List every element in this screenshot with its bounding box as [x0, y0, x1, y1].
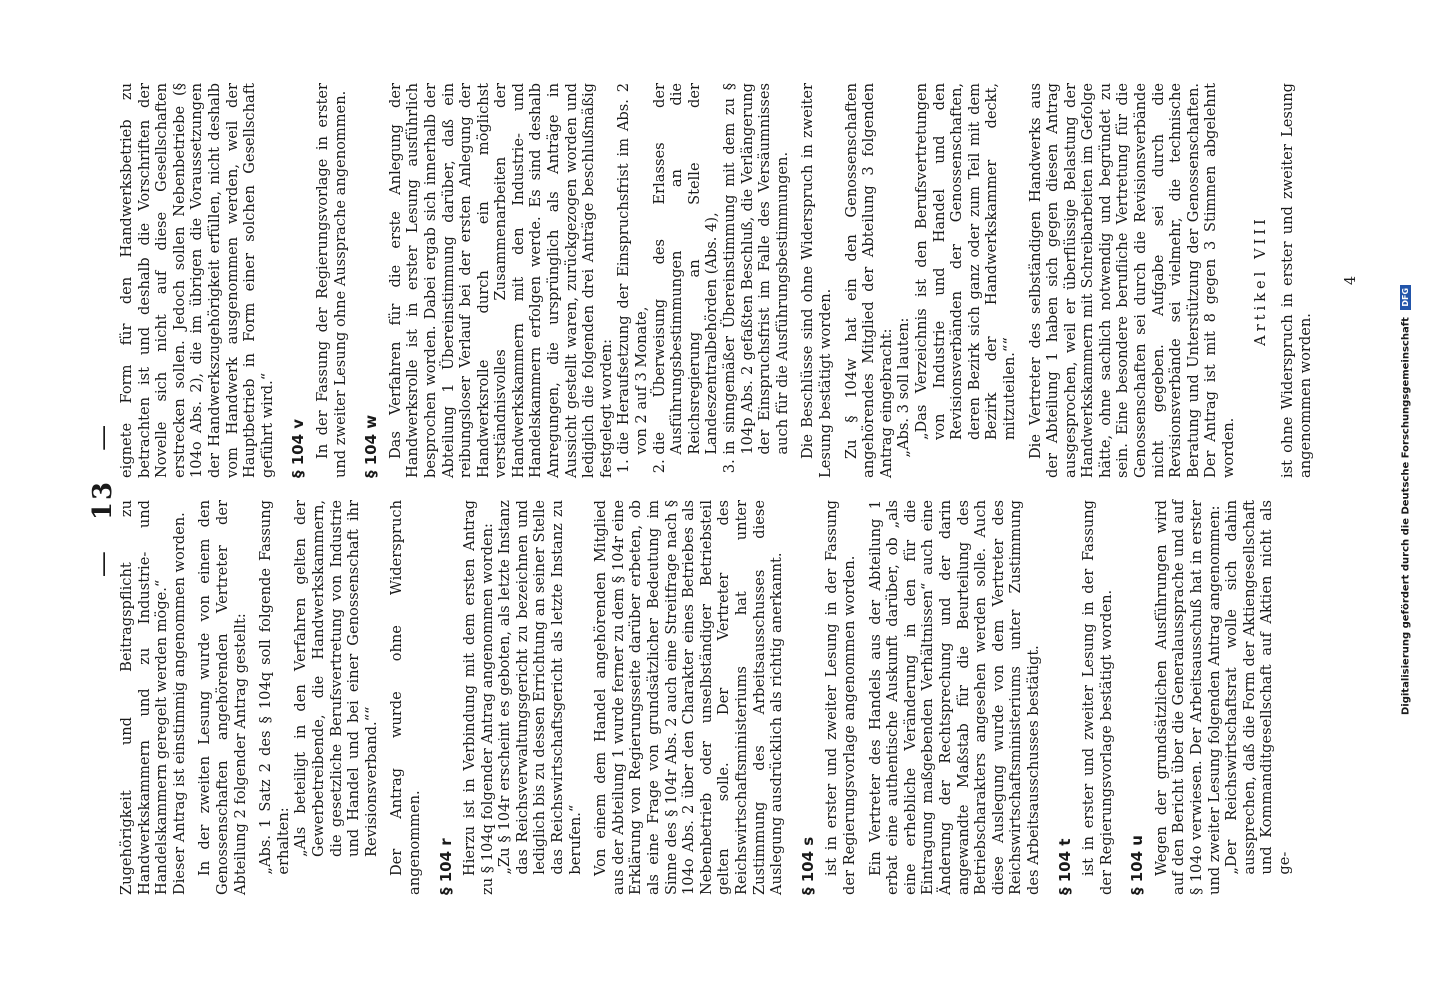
paragraph: Von einem dem Handel angehörenden Mitglied aus der Abteilung 1 wurde ferner zu dem § 104r eine Erklärung von Regierungsseite darüber erbeten, ob als eine Frage von grundsätzlicher Bedeutung im Sinne des § 104r Abs. 2 auch eine Streitfrage nach § 104o Abs. 2 über den Charakter eines Betriebes als Nebenbetrieb oder unselbständiger Betriebsteil gelten solle. Der Vertreter des Reichswirtschaftsministeriums hat unter Zustimmung des Arbeitsausschusses diese Auslegung ausdrücklich als richtig anerkannt.	[592, 500, 786, 895]
dfg-logo: DFG	[1400, 285, 1411, 310]
quote: „Zu § 104r erscheint es geboten, als letzte Instanz das Reichsverwaltungsgericht zu bezeichnen und lediglich bis zu dessen Errichtung an seiner Stelle das Reichswirtschaftsgericht als letzte Instanz zu berufen.“	[496, 500, 584, 875]
left-column	[118, 500, 1294, 895]
header-dash-right: —	[88, 422, 118, 451]
signature-mark: 4	[1342, 275, 1360, 286]
paragraph: ist in erster und zweiter Lesung in der Fassung der Regierungsvorlage angenommen worden.	[823, 500, 858, 895]
paragraph: Zu § 104w hat ein den Genossenschaften angehörendes Mitglied der Abteilung 3 folgenden Antrag eingebracht:	[842, 83, 895, 478]
section-heading: § 104 t	[1055, 838, 1074, 895]
paragraph: In der Fassung der Regierungsvorlage in erster und zweiter Lesung ohne Aussprache angenommen.	[313, 83, 349, 478]
right-column	[118, 83, 1360, 478]
paragraph: Die Beschlüsse sind ohne Widerspruch in zweiter Lesung bestätigt worden.	[799, 83, 834, 478]
paragraph: Zugehörigkeit und Beitragspflicht zu Handwerkskammern und zu Industrie- und Handelskammern geregelt werden möge.“	[118, 500, 171, 895]
section-heading: § 104 w	[362, 414, 381, 478]
paragraph: In der zweiten Lesung wurde von einem den Genossenschaften angehörenden Vertreter der Abteilung 2 folgender Antrag gestellt:	[196, 500, 249, 895]
digitization-note	[1400, 0, 1412, 1000]
header-dash-left: —	[88, 549, 118, 578]
digitization-text: Digitalisierung gefördert durch die Deutsche Forschungsgemeinschaft	[1400, 317, 1412, 716]
article-heading: Artikel VIII	[1251, 215, 1269, 346]
paragraph: Hierzu ist in Verbindung mit dem ersten Antrag zu § 104q folgender Antrag angenommen worden:	[461, 500, 496, 895]
page-number: 13	[88, 479, 118, 521]
list-item: 2. die Überweisung des Erlasses der Ausführungsbestimmungen an die Reichsregierung an Stelle der Landeszentralbehörden (Abs. 4),	[651, 83, 721, 455]
section-heading: § 104 v	[289, 418, 308, 478]
page-header	[88, 0, 118, 1000]
section-heading: § 104 r	[436, 838, 455, 895]
paragraph: Die Vertreter des selbständigen Handwerks aus der Abteilung 1 haben sich gegen diesen Antrag ausgesprochen, weil er überflüssige Belastung der Handwerkskammern mit Schreibarbeiten im Gefolge hätte, ohne sachlich notwendig und begründet zu sein. Eine besondere berufliche Vertretung für die Genossenschaften sei durch die Revisionsverbände nicht gegeben. Aufgabe sei durch die Revisionsverbände sei vielmehr, die technische Beratung und Unterstützung der Genossenschaften. Der Antrag ist mit 8 gegen 3 Stimmen abgelehnt worden.	[1026, 83, 1238, 478]
section-heading: § 104 u	[1128, 835, 1147, 895]
paragraph: eignete Form für den Handwerksbetrieb zu betrachten ist und deshalb die Vorschriften der Novelle sich nicht auf diese Gesellschaften erstrecken sollen. Jedoch sollen Nebenbetriebe (§ 104o Abs. 2), die im übrigen die Voraussetzungen der Handwerkszugehörigkeit erfüllen, nicht deshalb vom Handwerk ausgenommen werden, weil der Hauptbetrieb in Form einer solchen Gesellschaft geführt wird.“	[118, 83, 276, 478]
paragraph: Der Antrag wurde ohne Widerspruch angenommen.	[388, 500, 423, 895]
paragraph: Ein Vertreter des Handels aus der Abteilung 1 erbat eine authentische Auskunft darüber, ob „als eine erhebliche Veränderung in den für die Eintragung maßgebenden Verhältnissen“ auch eine Änderung der Rechtsprechung und der darin angewandte Maßstab für die Beurteilung des Betriebscharakters angesehen werden solle. Auch diese Auslegung wurde von dem Vertreter des Reichswirtschaftsministeriums unter Zustimmung des Arbeitsausschusses bestätigt.	[866, 500, 1042, 895]
paragraph: Das Verfahren für die erste Anlegung der Handwerksrolle ist in erster Lesung ausführlich besprochen worden. Dabei ergab sich innerhalb der Abteilung 1 Übereinstimmung darüber, daß ein reibungsloser Verlauf bei der ersten Anlegung der Handwerksrolle durch ein möglichst verständnisvolles Zusammenarbeiten der Handwerkskammern mit den Industrie- und Handelskammern erfolgen werde. Es sind deshalb Anregungen, die ursprünglich als Anträge in Aussicht gestellt waren, zurückgezogen worden und lediglich die folgenden drei Anträge beschlußmäßig festgelegt worden:	[386, 83, 615, 478]
list-item: 3. in sinngemäßer Übereinstimmung mit dem zu § 104p Abs. 2 gefaßten Beschluß, die Verlängerung der Einspruchsfrist im Falle des Versäumnisses auch für die Ausführungsbestimmungen.	[721, 83, 791, 455]
paragraph: ist in erster und zweiter Lesung in der Fassung der Regierungsvorlage bestätigt worden.	[1080, 500, 1115, 895]
paragraph: Wegen der grundsätzlichen Ausführungen wird auf den Bericht über die Generalaussprache und auf § 104o verwiesen. Der Arbeitsausschuß hat in erster und zweiter Lesung folgenden Antrag angenommen:	[1152, 500, 1223, 895]
numbered-list	[615, 83, 791, 478]
quote: „Als beteiligt in den Verfahren gelten der Gewerbetreibende, die Handwerkskammern, die gesetzliche Berufsvertretung von Industrie und Handel und bei einer Genossenschaft ihr Revisionsverband.““	[292, 500, 380, 858]
paragraph: Dieser Antrag ist einstimmig angenommen worden.	[170, 512, 188, 895]
quote: „Abs. 1 Satz 2 des § 104q soll folgende Fassung erhalten:	[257, 500, 292, 875]
section-heading: § 104 s	[798, 836, 817, 895]
list-item: 1. die Heraufsetzung der Einspruchsfrist im Abs. 2 von 2 auf 3 Monate,	[615, 83, 650, 455]
quote: „Abs. 3 soll lauten:	[895, 317, 913, 458]
paragraph: ist ohne Widerspruch in erster und zweiter Lesung angenommen worden.	[1279, 83, 1314, 478]
quote: „Das Verzeichnis ist den Berufsvertretungen von Industrie und Handel und den Revisionsverbänden der Genossenschaften, deren Bezirk sich ganz oder zum Teil mit dem Bezirk der Handwerkskammer deckt, mitzuteilen.““	[912, 83, 1018, 441]
quote: „Der Reichswirtschaftsrat wolle sich dahin aussprechen, daß die Form der Aktiengesellschaft und Kommanditgesellschaft auf Aktien nicht als ge-	[1223, 500, 1294, 875]
